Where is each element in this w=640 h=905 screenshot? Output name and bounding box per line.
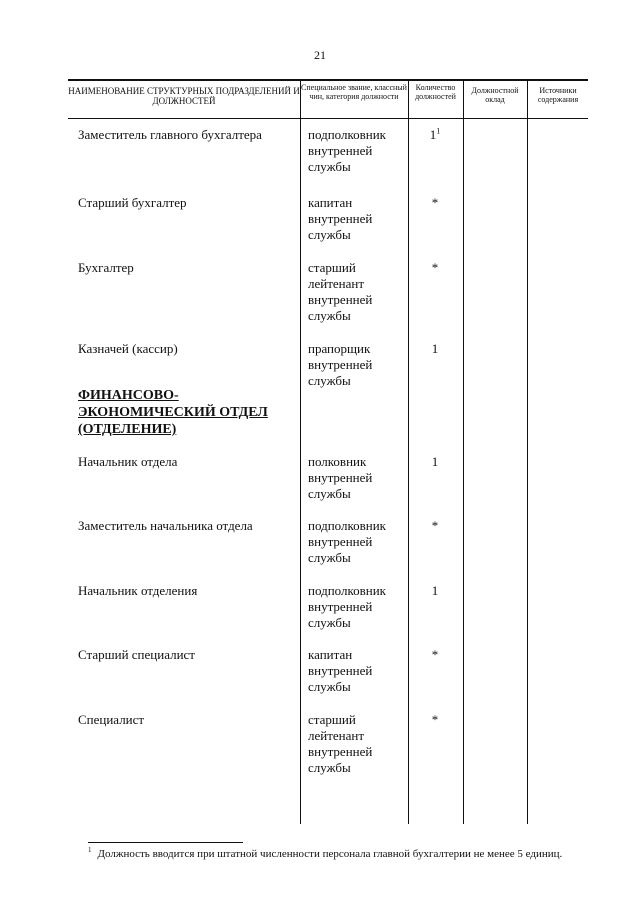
position-name: Казначей (кассир) xyxy=(78,341,178,356)
staff-table xyxy=(68,79,588,824)
position-name: Заместитель начальника отдела xyxy=(78,518,253,533)
position-name: Старший бухгалтер xyxy=(78,195,187,210)
rank-text: капитан внутренней службы xyxy=(308,195,373,242)
header-funding: Источники содержания xyxy=(537,86,579,104)
quantity: * xyxy=(431,647,439,662)
rank-text: подполковник внутренней службы xyxy=(308,518,386,565)
rank-text: полковник внутренней службы xyxy=(308,454,373,501)
footnote-rule xyxy=(88,842,243,843)
position-name: Старший специалист xyxy=(78,647,195,662)
quantity: $1^1$ xyxy=(429,126,441,142)
position-name: Специалист xyxy=(78,712,145,727)
quantity: * xyxy=(431,260,439,275)
quantity: * xyxy=(431,712,439,727)
position-name: Начальник отделения xyxy=(78,583,198,598)
table-header-rule xyxy=(68,118,588,119)
quantity: 1 xyxy=(431,454,439,469)
header-salary: Должностной оклад xyxy=(471,86,519,104)
column-divider xyxy=(408,79,409,824)
section-title: ФИНАНСОВО-ЭКОНОМИЧЕСКИЙ ОТДЕЛ (ОТДЕЛЕНИЕ) xyxy=(78,388,268,437)
header-quantity: Количество должностей xyxy=(415,83,456,101)
rank-text: старший лейтенант внутренней службы xyxy=(308,260,373,323)
rank-text: прапорщик внутренней службы xyxy=(308,341,373,388)
table-top-rule xyxy=(68,79,588,81)
page-number: 21 xyxy=(314,48,326,62)
rank-text: подполковник внутренней службы xyxy=(308,583,386,630)
position-name: Заместитель главного бухгалтера xyxy=(78,127,262,142)
header-positions: НАИМЕНОВАНИЕ СТРУКТУРНЫХ ПОДРАЗДЕЛЕНИЙ И ДОЛЖНОСТЕЙ xyxy=(68,86,300,106)
header-rank: Специальное звание, классный чин, категория должности xyxy=(301,83,407,101)
rank-text: подполковник внутренней службы xyxy=(308,127,386,174)
footnote-ref: 1 xyxy=(436,126,441,136)
quantity: * xyxy=(431,518,439,533)
column-divider xyxy=(527,79,528,824)
quantity: 1 xyxy=(431,583,439,598)
quantity: 1 xyxy=(431,341,439,356)
position-name: Начальник отдела xyxy=(78,454,178,469)
rank-text: капитан внутренней службы xyxy=(308,647,373,694)
column-divider xyxy=(463,79,464,824)
footnote-text: Должность вводится при штатной численности персонала главной бухгалтерии не менее 5 единиц. xyxy=(97,848,563,860)
position-name: Бухгалтер xyxy=(78,260,134,275)
rank-text: старший лейтенант внутренней службы xyxy=(308,712,373,775)
quantity: * xyxy=(431,195,439,210)
column-divider xyxy=(300,79,301,824)
footnote-marker: 1 xyxy=(88,846,92,855)
footnote xyxy=(88,847,600,861)
